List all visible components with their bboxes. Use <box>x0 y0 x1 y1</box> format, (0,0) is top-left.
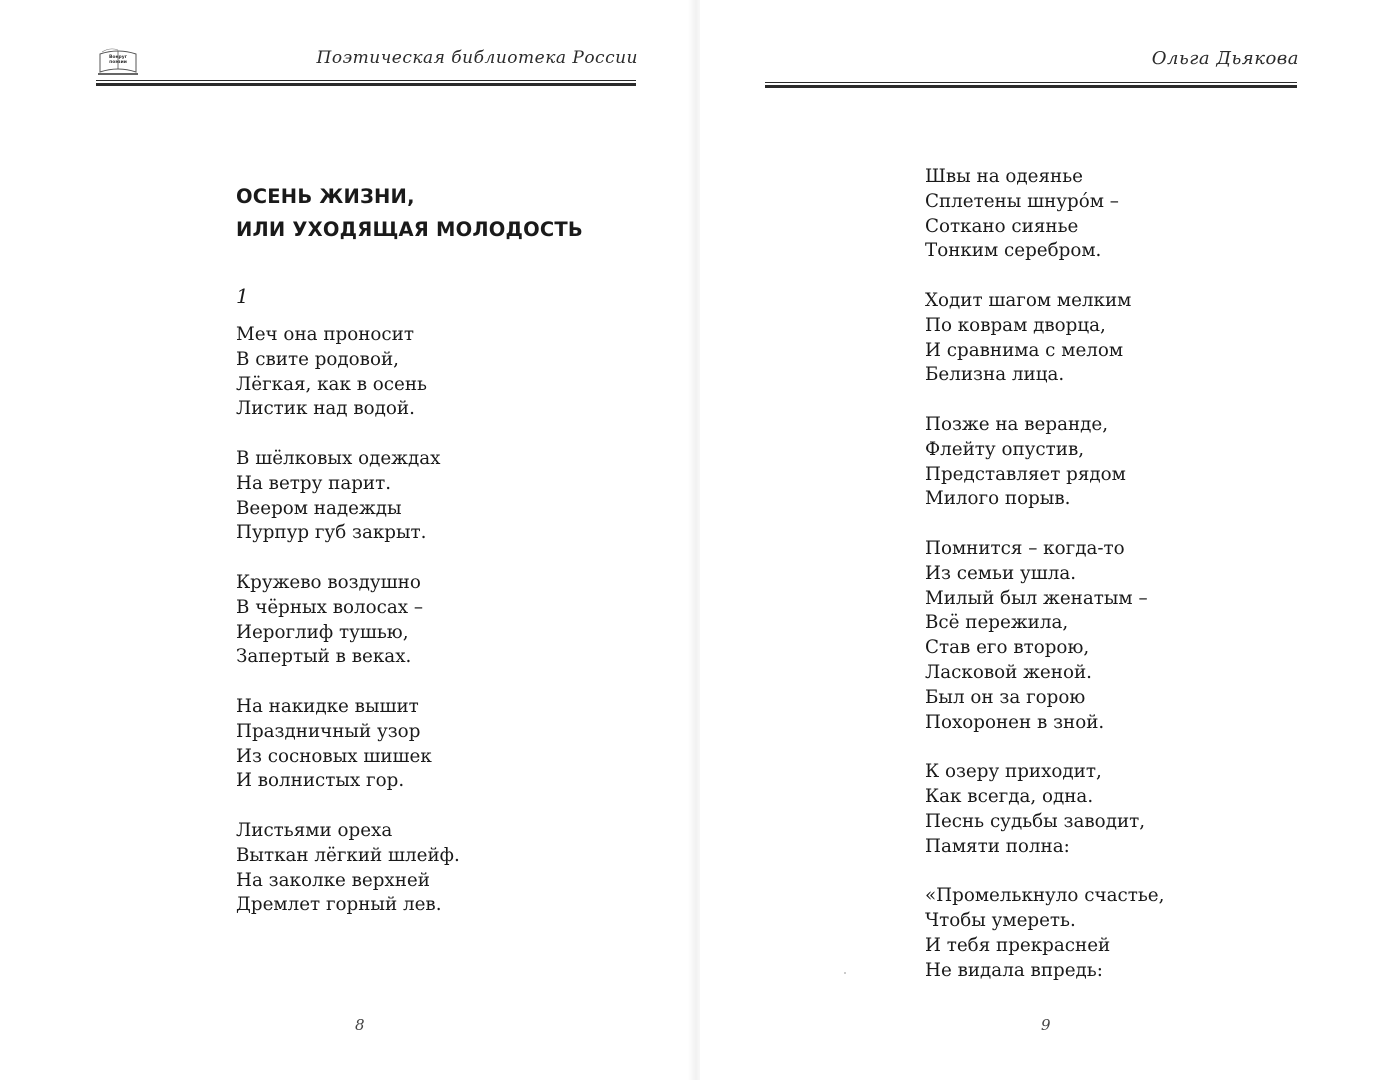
poem-title: ОСЕНЬ ЖИЗНИ, ИЛИ УХОДЯЩАЯ МОЛОДОСТЬ <box>236 185 583 241</box>
verse-line: В шёлковых одеждах <box>236 447 441 469</box>
stanza <box>925 289 1164 388</box>
section-number: 1 <box>236 284 249 308</box>
publisher-logo <box>96 46 140 76</box>
verse-line: Ласковой женой. <box>925 661 1092 683</box>
stanza <box>925 884 1164 983</box>
verse-line: И сравнима с мелом <box>925 339 1124 361</box>
verse-line: И тебя прекрасней <box>925 934 1111 956</box>
verse-line: Лёгкая, как в осень <box>236 373 427 395</box>
verse-line: Позже на веранде, <box>925 413 1109 435</box>
verse-line: Сплетены шнуро́м – <box>925 190 1119 212</box>
header-rule-thick <box>765 85 1297 88</box>
stanza <box>236 695 460 794</box>
verse-line: Став его второю, <box>925 637 1090 659</box>
verse-line: Чтобы умереть. <box>925 909 1076 931</box>
verse-line: Представляет рядом <box>925 463 1126 485</box>
verse-line: Песнь судьбы заводит, <box>925 810 1146 832</box>
verse-line: Помнится – когда-то <box>925 537 1125 559</box>
verse-line: Из сосновых шишек <box>236 745 432 767</box>
verse-line: Праздничный узор <box>236 720 421 742</box>
verse-line: Тонким серебром. <box>925 240 1102 262</box>
verse-line: В свите родовой, <box>236 348 399 370</box>
verse-line: Иероглиф тушью, <box>236 621 409 643</box>
running-head-series: Поэтическая библиотека России <box>316 48 638 68</box>
stanza <box>925 537 1164 735</box>
verse-line: Выткан лёгкий шлейф. <box>236 844 460 866</box>
verse-line: Дремлет горный лев. <box>236 894 442 916</box>
stanza <box>925 165 1164 264</box>
header-rule-thin <box>765 82 1297 83</box>
verse-line: Запертый в веках. <box>236 646 412 668</box>
verse-line: Как всегда, одна. <box>925 785 1094 807</box>
paper-speck <box>844 972 846 974</box>
stanza <box>236 323 460 422</box>
verse-line: Не видала впредь: <box>925 959 1103 981</box>
left-poem-body <box>236 323 460 943</box>
left-page <box>0 0 690 1080</box>
right-page <box>700 0 1395 1080</box>
verse-line: Милый был женатым – <box>925 587 1148 609</box>
stanza <box>236 819 460 918</box>
verse-line: Веером надежды <box>236 497 402 519</box>
right-poem-body <box>925 165 1164 1008</box>
page-number: 9 <box>1041 1016 1051 1034</box>
header-rule-thin <box>96 80 636 81</box>
verse-line: Из семьи ушла. <box>925 562 1077 584</box>
verse-line: Меч она проносит <box>236 324 414 345</box>
stanza <box>925 760 1164 859</box>
verse-line: «Промелькнуло счастье, <box>925 885 1165 907</box>
verse-line: К озеру приходит, <box>925 761 1102 783</box>
stanza <box>236 447 460 546</box>
verse-line: Ходит шагом мелким <box>925 289 1132 311</box>
verse-line: Листьями ореха <box>236 819 393 841</box>
verse-line: Пурпур губ закрыт. <box>236 522 427 544</box>
verse-line: Милого порыв. <box>925 488 1071 510</box>
verse-line: На ветру парит. <box>236 472 392 494</box>
verse-line: Кружево воздушно <box>236 571 421 593</box>
verse-line: Похоронен в зной. <box>925 711 1105 733</box>
verse-line: Памяти полна: <box>925 835 1070 857</box>
stanza <box>925 413 1164 512</box>
logo-text: Вокруг поэзии <box>108 55 128 65</box>
stanza <box>236 571 460 670</box>
verse-line: На накидке вышит <box>236 695 419 717</box>
verse-line: Флейту опустив, <box>925 438 1085 460</box>
verse-line: По коврам дворца, <box>925 314 1106 336</box>
verse-line: На заколке верхней <box>236 869 430 891</box>
running-head-author: Ольга Дьякова <box>1151 48 1299 69</box>
verse-line: В чёрных волосах – <box>236 596 424 618</box>
verse-line: Листик над водой. <box>236 398 415 420</box>
verse-line: Швы на одеянье <box>925 166 1083 187</box>
page-number: 8 <box>355 1016 365 1034</box>
verse-line: Соткано сиянье <box>925 215 1079 237</box>
verse-line: Всё пережила, <box>925 612 1069 634</box>
header-rule-thick <box>96 83 636 86</box>
verse-line: И волнистых гор. <box>236 770 405 792</box>
verse-line: Белизна лица. <box>925 364 1065 386</box>
verse-line: Был он за горою <box>925 686 1086 708</box>
